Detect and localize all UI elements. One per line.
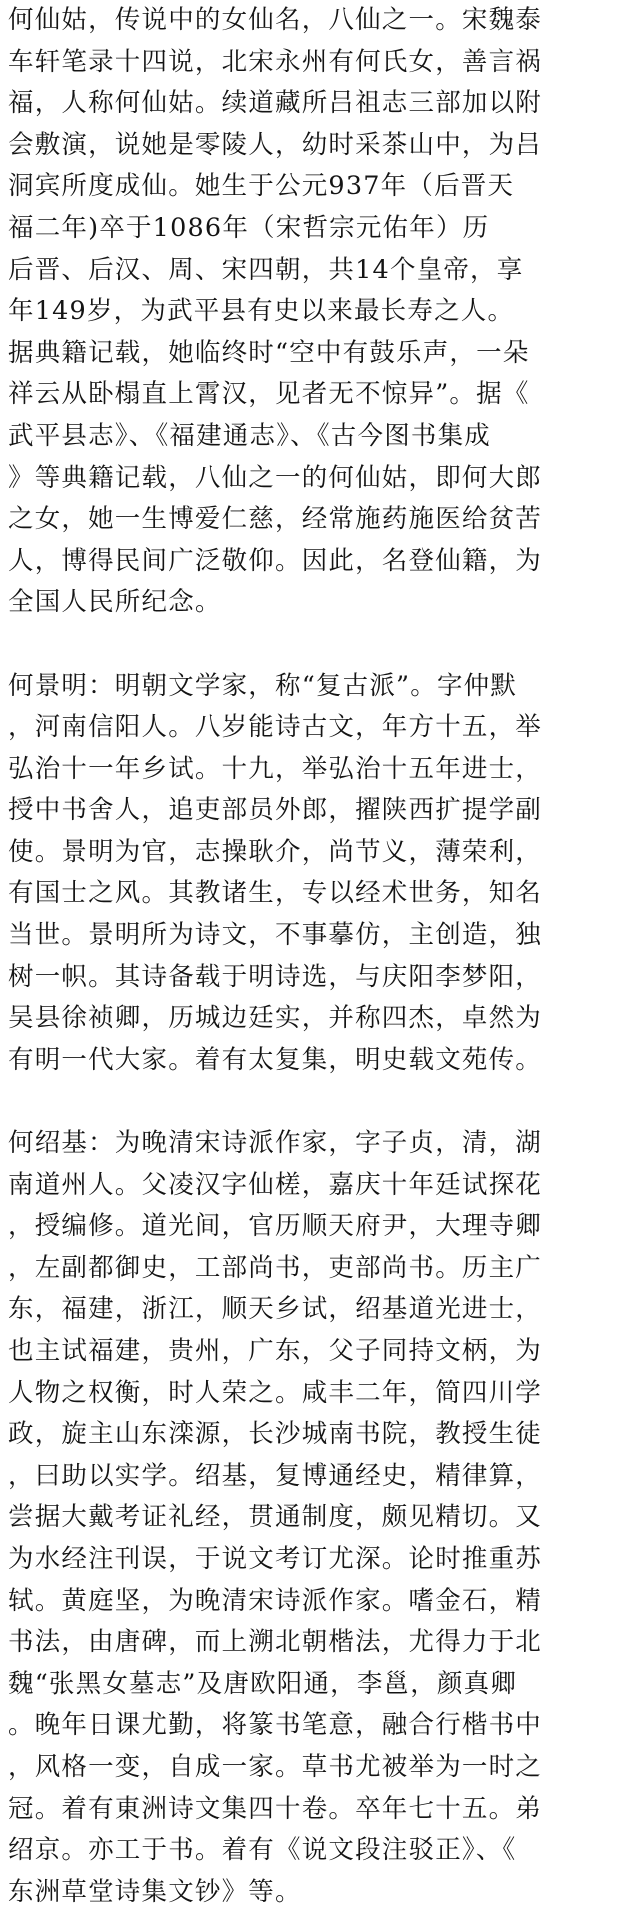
text-line: 有国士之风。其教诸生，专以经术世务，知名 [8,878,543,909]
text-line: 南道州人。父凌汉字仙槎，嘉庆十年廷试探花 [8,1169,543,1200]
text-line: 何景明：明朝文学家，称“复古派”。字仲默 [8,670,518,701]
text-line: 东，福建，浙江，顺天乡试，绍基道光进士， [8,1294,543,1325]
paragraph-spacer [8,1081,632,1123]
paragraph-he-jingming [8,666,632,1082]
text-line: 魏“张黑女墓志”及唐欧阳通，李邕，颜真卿 [8,1668,518,1699]
text-line: 轼。黄庭坚，为晚清宋诗派作家。嗜金石，精 [8,1585,543,1616]
paragraph-he-shaoji [8,1123,632,1913]
text-line: 也主试福建，贵州，广东，父子同持文柄，为 [8,1336,543,1366]
text-line: 后晋、后汉、周、宋四朝，共14个皇帝，享 [8,254,524,285]
text-line: 全国人民所纪念。 [8,587,222,618]
text-line: 何绍基：为晚清宋诗派作家，字子贞，清，湖 [8,1128,543,1159]
text-line: 有明一代大家。着有太复集，明史载文苑传。 [8,1044,543,1075]
text-line: 福，人称何仙姑。续道藏所吕祖志三部加以附 [8,88,543,119]
text-line: 武平县志》、《福建通志》、《古今图书集成 [8,420,492,451]
text-line: 。晚年日课尤勤，将篆书笔意，融合行楷书中 [8,1710,543,1741]
text-line: 》等典籍记载，八仙之一的何仙姑，即何大郎 [8,462,543,493]
text-line: 绍京。亦工于书。着有《说文段注驳正》、《 [8,1835,517,1866]
text-line: 尝据大戴考证礼经，贯通制度，颇见精切。又 [8,1502,543,1533]
text-line: 冠。着有東洲诗文集四十卷。卒年七十五。弟 [8,1793,543,1824]
text-line: 据典籍记载，她临终时“空中有鼓乐声，一朵 [8,337,530,368]
paragraph-he-xiangu [8,0,632,624]
text-line: 吴县徐祯卿，历城边廷实，并称四杰，卓然为 [8,1003,543,1034]
text-line: 为水经注刊误，于说文考订尤深。论时推重苏 [8,1543,543,1574]
text-line: 人物之权衡，时人荣之。咸丰二年，简四川学 [8,1377,543,1408]
text-line: 当世。景明所为诗文，不事摹仿，主创造，独 [8,920,543,951]
text-line: 祥云从卧榻直上霄汉，见者无不惊异”。据《 [8,379,530,410]
text-line: ，曰助以实学。绍基，复博通经史，精律算， [8,1460,543,1491]
text-line: 年149岁，为武平县有史以来最长寿之人。 [8,296,515,327]
text-line: 东洲草堂诗集文钞》等。 [8,1876,302,1907]
document-page [8,0,632,1913]
text-line: 会敷演，说她是零陵人，幼时采茶山中，为吕 [8,129,543,160]
text-line: ，河南信阳人。八岁能诗古文，年方十五，举 [8,712,543,743]
text-line: ，风格一变，自成一家。草书尤被举为一时之 [8,1751,543,1782]
text-line: 授中书舍人，追吏部员外郎，擢陕西扩提学副 [8,795,543,826]
text-line: 何仙姑，传说中的女仙名，八仙之一。宋魏泰 [8,5,543,35]
text-line: 洞宾所度成仙。她生于公元937年（后晋天 [8,171,515,202]
text-line: 人，博得民间广泛敬仰。因此，名登仙籍，为 [8,545,543,576]
paragraph-spacer [8,624,632,666]
text-line: 弘治十一年乡试。十九，举弘治十五年进士， [8,753,543,784]
text-line: 之女，她一生博爱仁慈，经常施药施医给贫苦 [8,504,543,535]
text-line: 使。景明为官，志操耿介，尚节义，薄荣利， [8,836,543,867]
text-line: ，左副都御史，工部尚书，吏部尚书。历主广 [8,1252,543,1283]
text-line: ，授编修。道光间，官历顺天府尹，大理寺卿 [8,1211,543,1242]
text-line: 福二年)卒于1086年（宋哲宗元佑年）历 [8,212,490,243]
text-line: 书法，由唐碑，而上溯北朝楷法，尤得力于北 [8,1627,543,1658]
text-line: 政，旋主山东滦源，长沙城南书院，教授生徒 [8,1419,543,1450]
text-line: 车轩笔录十四说，北宋永州有何氏女，善言祸 [8,46,543,77]
text-line: 树一帜。其诗备载于明诗选，与庆阳李梦阳， [8,961,543,992]
